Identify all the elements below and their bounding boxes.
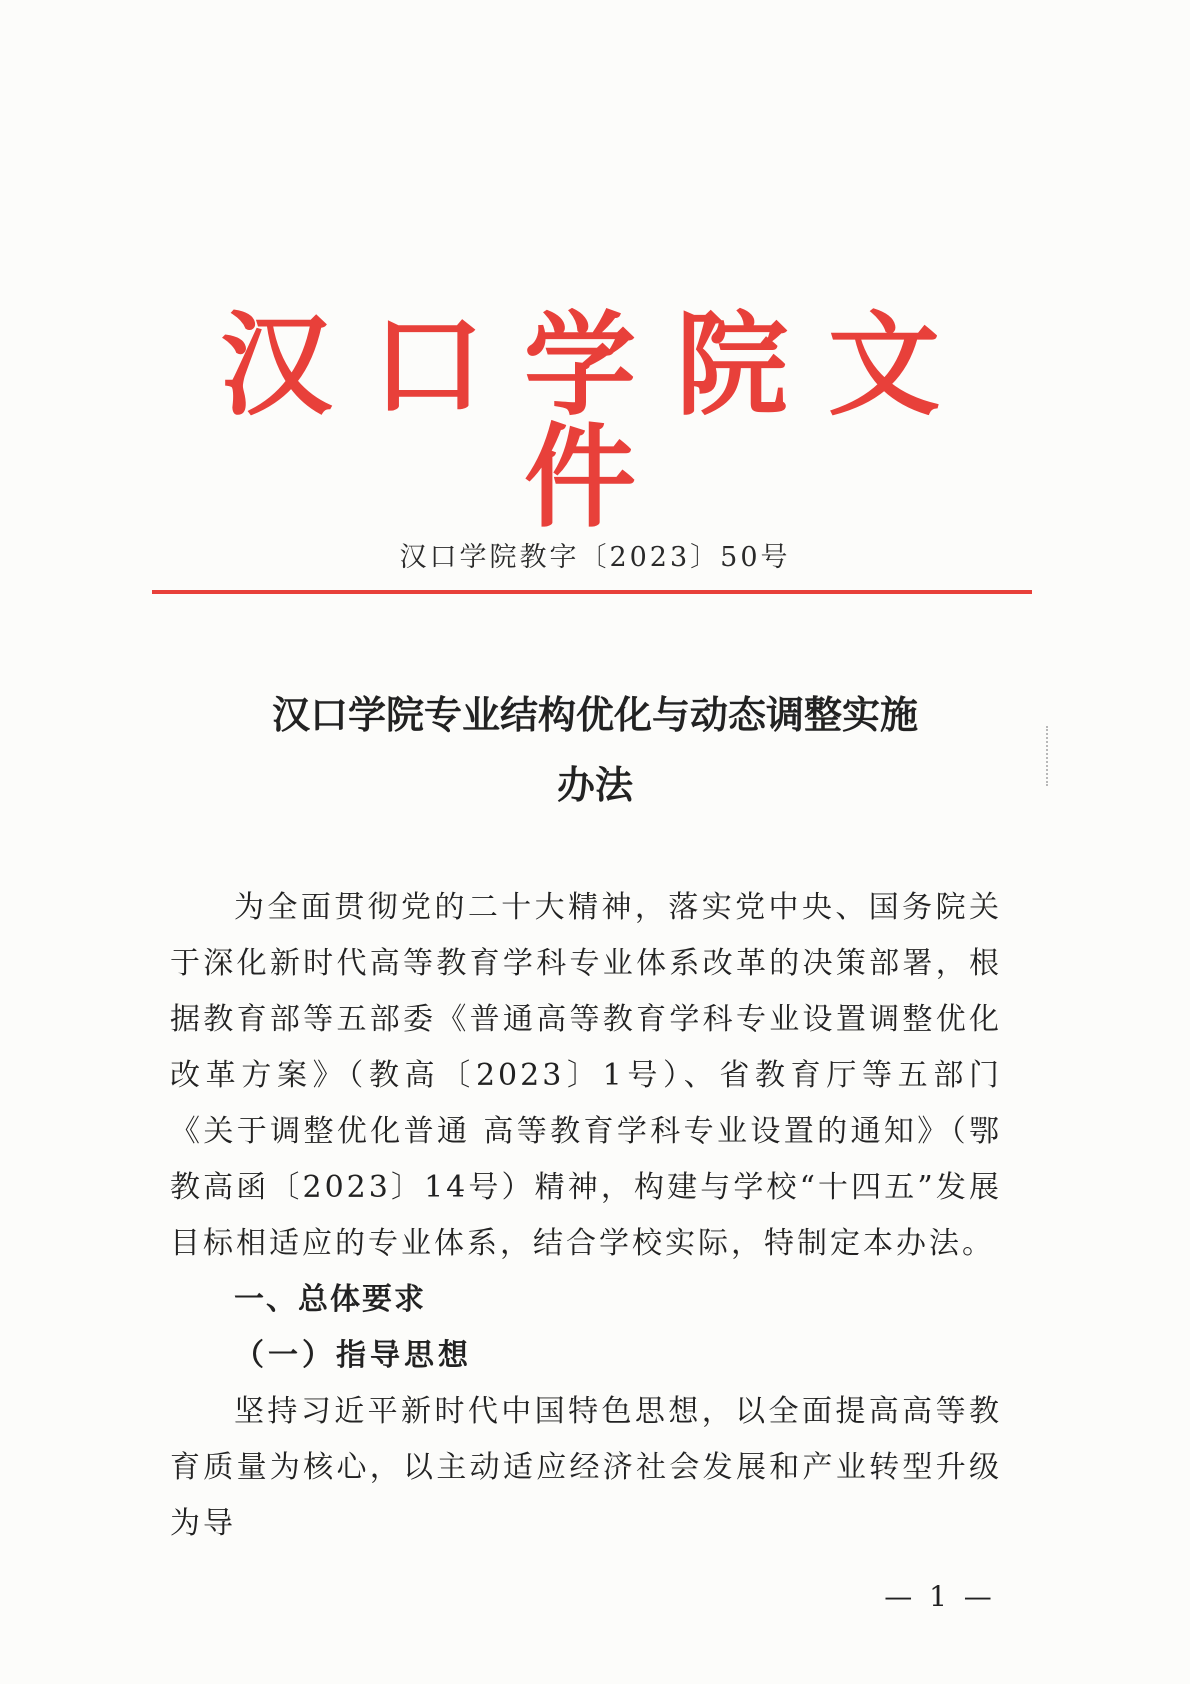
document-body	[170, 880, 1002, 1552]
intro-paragraph: 为全面贯彻党的二十大精神，落实党中央、国务院关于深化新时代高等教育学科专业体系改革的决策部署，根据教育部等五部委《普通高等教育学科专业设置调整优化改革方案》（教高〔2023〕1号）、省教育厅等五部门《关于调整优化普通 高等教育学科专业设置的通知》（鄂教高函〔2023〕14号）精神，构建与学校“十四五”发展目标相适应的专业体系，结合学校实际，特制定本办法。	[170, 890, 1002, 1261]
document-number: 汉口学院教字〔2023〕50号	[399, 542, 791, 573]
section-heading: 一、总体要求	[234, 1282, 426, 1317]
issuer-title: 汉口学院文件	[220, 300, 980, 543]
subsection-heading: （一）指导思想	[234, 1338, 472, 1373]
page-number: — 1 —	[884, 1580, 996, 1613]
title-line-1: 汉口学院专业结构优化与动态调整实施	[271, 693, 918, 737]
subsection-paragraph: 坚持习近平新时代中国特色思想，以全面提高高等教育质量为核心，以主动适应经济社会发展和产业转型升级为导	[170, 1394, 1002, 1541]
red-divider	[152, 590, 1032, 594]
scan-mark	[1046, 726, 1050, 786]
document-title	[150, 680, 1040, 820]
title-line-2: 办法	[556, 763, 633, 807]
